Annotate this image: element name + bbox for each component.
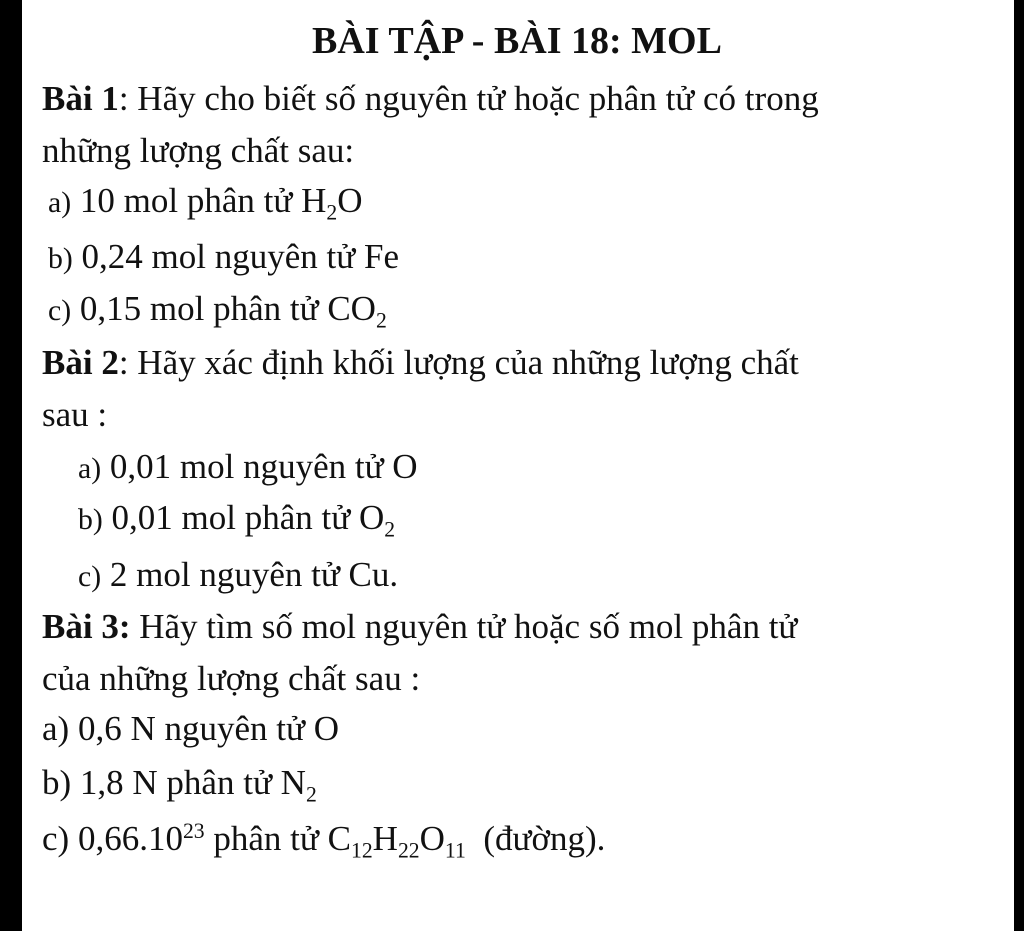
bai2-item-a xyxy=(78,446,418,490)
bai2-b-text: 0,01 mol phân tử xyxy=(102,498,359,537)
bai3-b-f1: N xyxy=(280,763,306,802)
bai3-c-s2: 22 xyxy=(397,838,420,863)
bai3-item-b xyxy=(42,762,317,807)
bai2-c-opt: c) xyxy=(78,560,102,593)
bai2-label: Bài 2 xyxy=(42,343,119,382)
bai1-c-text: 0,15 mol phân tử xyxy=(71,289,328,328)
bai2-item-b xyxy=(78,497,395,541)
bai3-c-f1: C xyxy=(327,819,351,858)
bai1-a-f1: H xyxy=(301,181,327,220)
bai2-item-c xyxy=(78,554,398,598)
bai3-b-opt: b) xyxy=(42,763,72,802)
document-page xyxy=(22,0,1014,931)
bai3-c-s1: 12 xyxy=(350,838,373,863)
bai1-prompt-text: : Hãy cho biết số nguyên tử hoặc phân tử có trong xyxy=(118,79,819,118)
bai1-item-a xyxy=(48,180,362,224)
bai3-c-f2: H xyxy=(372,819,398,858)
bai1-item-c xyxy=(48,288,387,332)
bai3-b-s1: 2 xyxy=(305,782,317,807)
bai3-label: Bài 3: xyxy=(42,607,131,646)
bai2-prompt-text: : Hãy xác định khối lượng của những lượng chất xyxy=(118,343,799,382)
bai2-b-s1: 2 xyxy=(384,517,396,542)
bai1-c-f1: CO xyxy=(327,289,376,328)
bai3-prompt-line2: của những lượng chất sau : xyxy=(42,659,421,698)
bai1-prompt-line2: những lượng chất sau: xyxy=(42,131,355,170)
bai1-c-s1: 2 xyxy=(375,308,387,333)
bai1-a-opt: a) xyxy=(48,186,72,219)
page-title: BÀI TẬP - BÀI 18: MOL xyxy=(312,20,722,62)
bai2-b-f1: O xyxy=(358,498,385,537)
bai3-c-f3: O xyxy=(419,819,445,858)
bai3-a-text: 0,6 N nguyên tử O xyxy=(69,709,339,748)
bai1-a-text: 10 mol phân tử xyxy=(71,181,302,220)
bai3-c-exp: 23 xyxy=(182,819,205,844)
bai3-c-s3: 11 xyxy=(444,838,466,863)
bai1-a-s1: 2 xyxy=(326,200,338,225)
bai3-b-text: 1,8 N phân tử xyxy=(71,763,281,802)
bai1-b-text: 0,24 mol nguyên tử Fe xyxy=(72,237,399,276)
bai2-c-text: 2 mol nguyên tử Cu. xyxy=(101,555,399,594)
bai2-b-opt: b) xyxy=(78,503,103,536)
bai3-a-opt: a) xyxy=(42,709,70,748)
bai3-item-a xyxy=(42,708,339,750)
bai3-c-text: phân tử xyxy=(204,819,328,858)
bai2-a-text: 0,01 mol nguyên tử O xyxy=(101,447,418,486)
bai1-label: Bài 1 xyxy=(42,79,119,118)
bai2-a-opt: a) xyxy=(78,452,102,485)
bai1-item-b xyxy=(48,236,399,280)
bai3-prompt-line1 xyxy=(42,606,797,648)
bai3-c-opt: c) xyxy=(42,819,70,858)
bai3-c-tail: (đường). xyxy=(465,819,606,858)
bai1-c-opt: c) xyxy=(48,294,72,327)
bai1-prompt-line1 xyxy=(42,78,819,120)
bai1-b-opt: b) xyxy=(48,242,73,275)
bai3-c-num: 0,66.10 xyxy=(69,819,183,858)
bai3-prompt-text: Hãy tìm số mol nguyên tử hoặc số mol phân tử xyxy=(130,607,798,646)
bai1-a-f2: O xyxy=(337,181,363,220)
bai2-prompt-line2: sau : xyxy=(42,395,108,434)
bai3-item-c xyxy=(42,818,606,863)
bai2-prompt-line1 xyxy=(42,342,799,384)
